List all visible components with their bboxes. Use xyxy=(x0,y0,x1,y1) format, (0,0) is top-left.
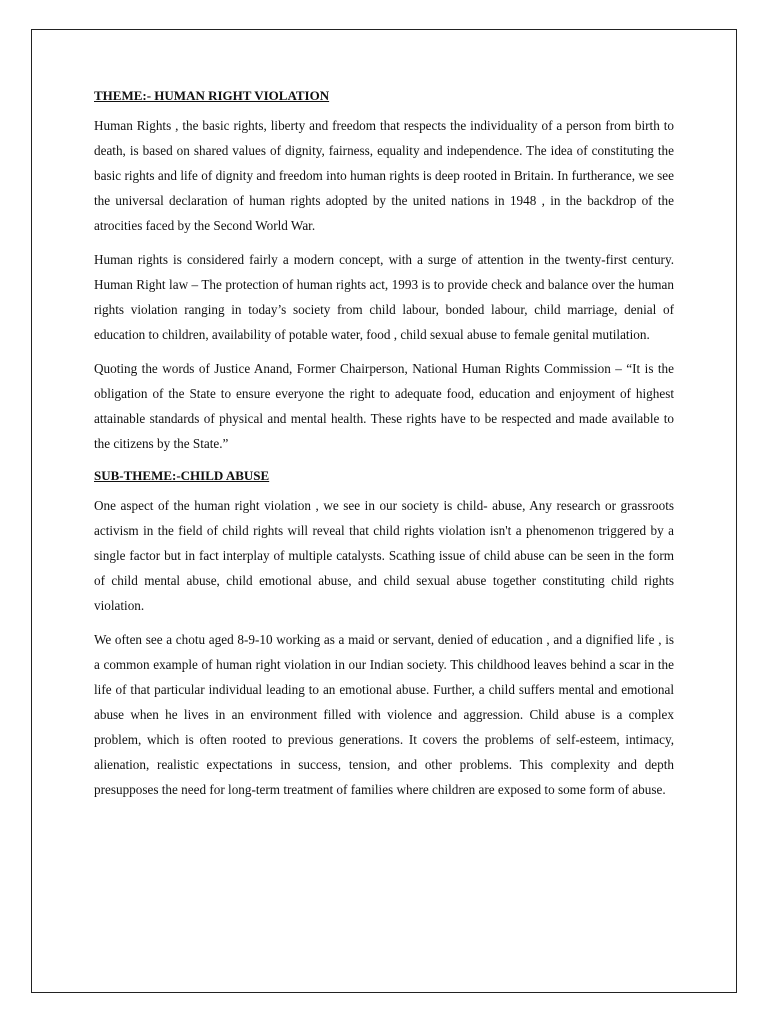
paragraph-modern-concept: Human rights is considered fairly a modern concept, with a surge of attention in the twenty-first century. Human Right law – The protection of human rights act, 1993 is to provide check and balance over the human rights violation ranging in today’s society from child labour, bonded labour, child marriage, denial of education to children, availability of potable water, food , child sexual abuse to female genital mutilation. xyxy=(94,252,674,342)
paragraph-child-abuse-aspect: One aspect of the human right violation , we see in our society is child- abuse, Any research or grassroots activism in the field of child rights will reveal that child rights violation isn't a phenomenon triggered by a single factor but in fact interplay of multiple catalysts. Scathing issue of child abuse can be seen in the form of child mental abuse, child emotional abuse, and child sexual abuse together constituting child rights violation. xyxy=(94,498,674,613)
paragraph-human-rights-intro: Human Rights , the basic rights, liberty and freedom that respects the individuality of a person from birth to death, is based on shared values of dignity, fairness, equality and independence. The idea of constituting the basic rights and life of dignity and freedom into human rights is deep rooted in Britain. In furtherance, we see the universal declaration of human rights adopted by the united nations in 1948 , in the backdrop of the atrocities faced by the Second World War. xyxy=(94,118,674,233)
paragraph-quote-justice-anand: Quoting the words of Justice Anand, Former Chairperson, National Human Rights Commission – “It is the obligation of the State to ensure everyone the right to adequate food, education and enjoyment of highest attainable standards of physical and mental health. These rights have to be respected and made available to the citizens by the State.” xyxy=(94,361,674,451)
document-body xyxy=(94,85,674,811)
paragraph-chotu-example: We often see a chotu aged 8-9-10 working as a maid or servant, denied of education , and a dignified life , is a common example of human right violation in our Indian society. This childhood leaves behind a scar in the life of that particular individual leading to an emotional abuse. Further, a child suffers mental and emotional abuse when he lives in an environment filled with violence and aggression. Child abuse is a complex problem, which is often rooted to previous generations. It covers the problems of self-esteem, intimacy, alienation, realistic expectations in success, tension, and other problems. This complexity and depth presupposes the need for long-term treatment of families where children are exposed to some form of abuse. xyxy=(94,632,674,797)
subtheme-heading: SUB-THEME:-CHILD ABUSE xyxy=(94,468,270,483)
theme-heading: THEME:- HUMAN RIGHT VIOLATION xyxy=(94,88,330,103)
